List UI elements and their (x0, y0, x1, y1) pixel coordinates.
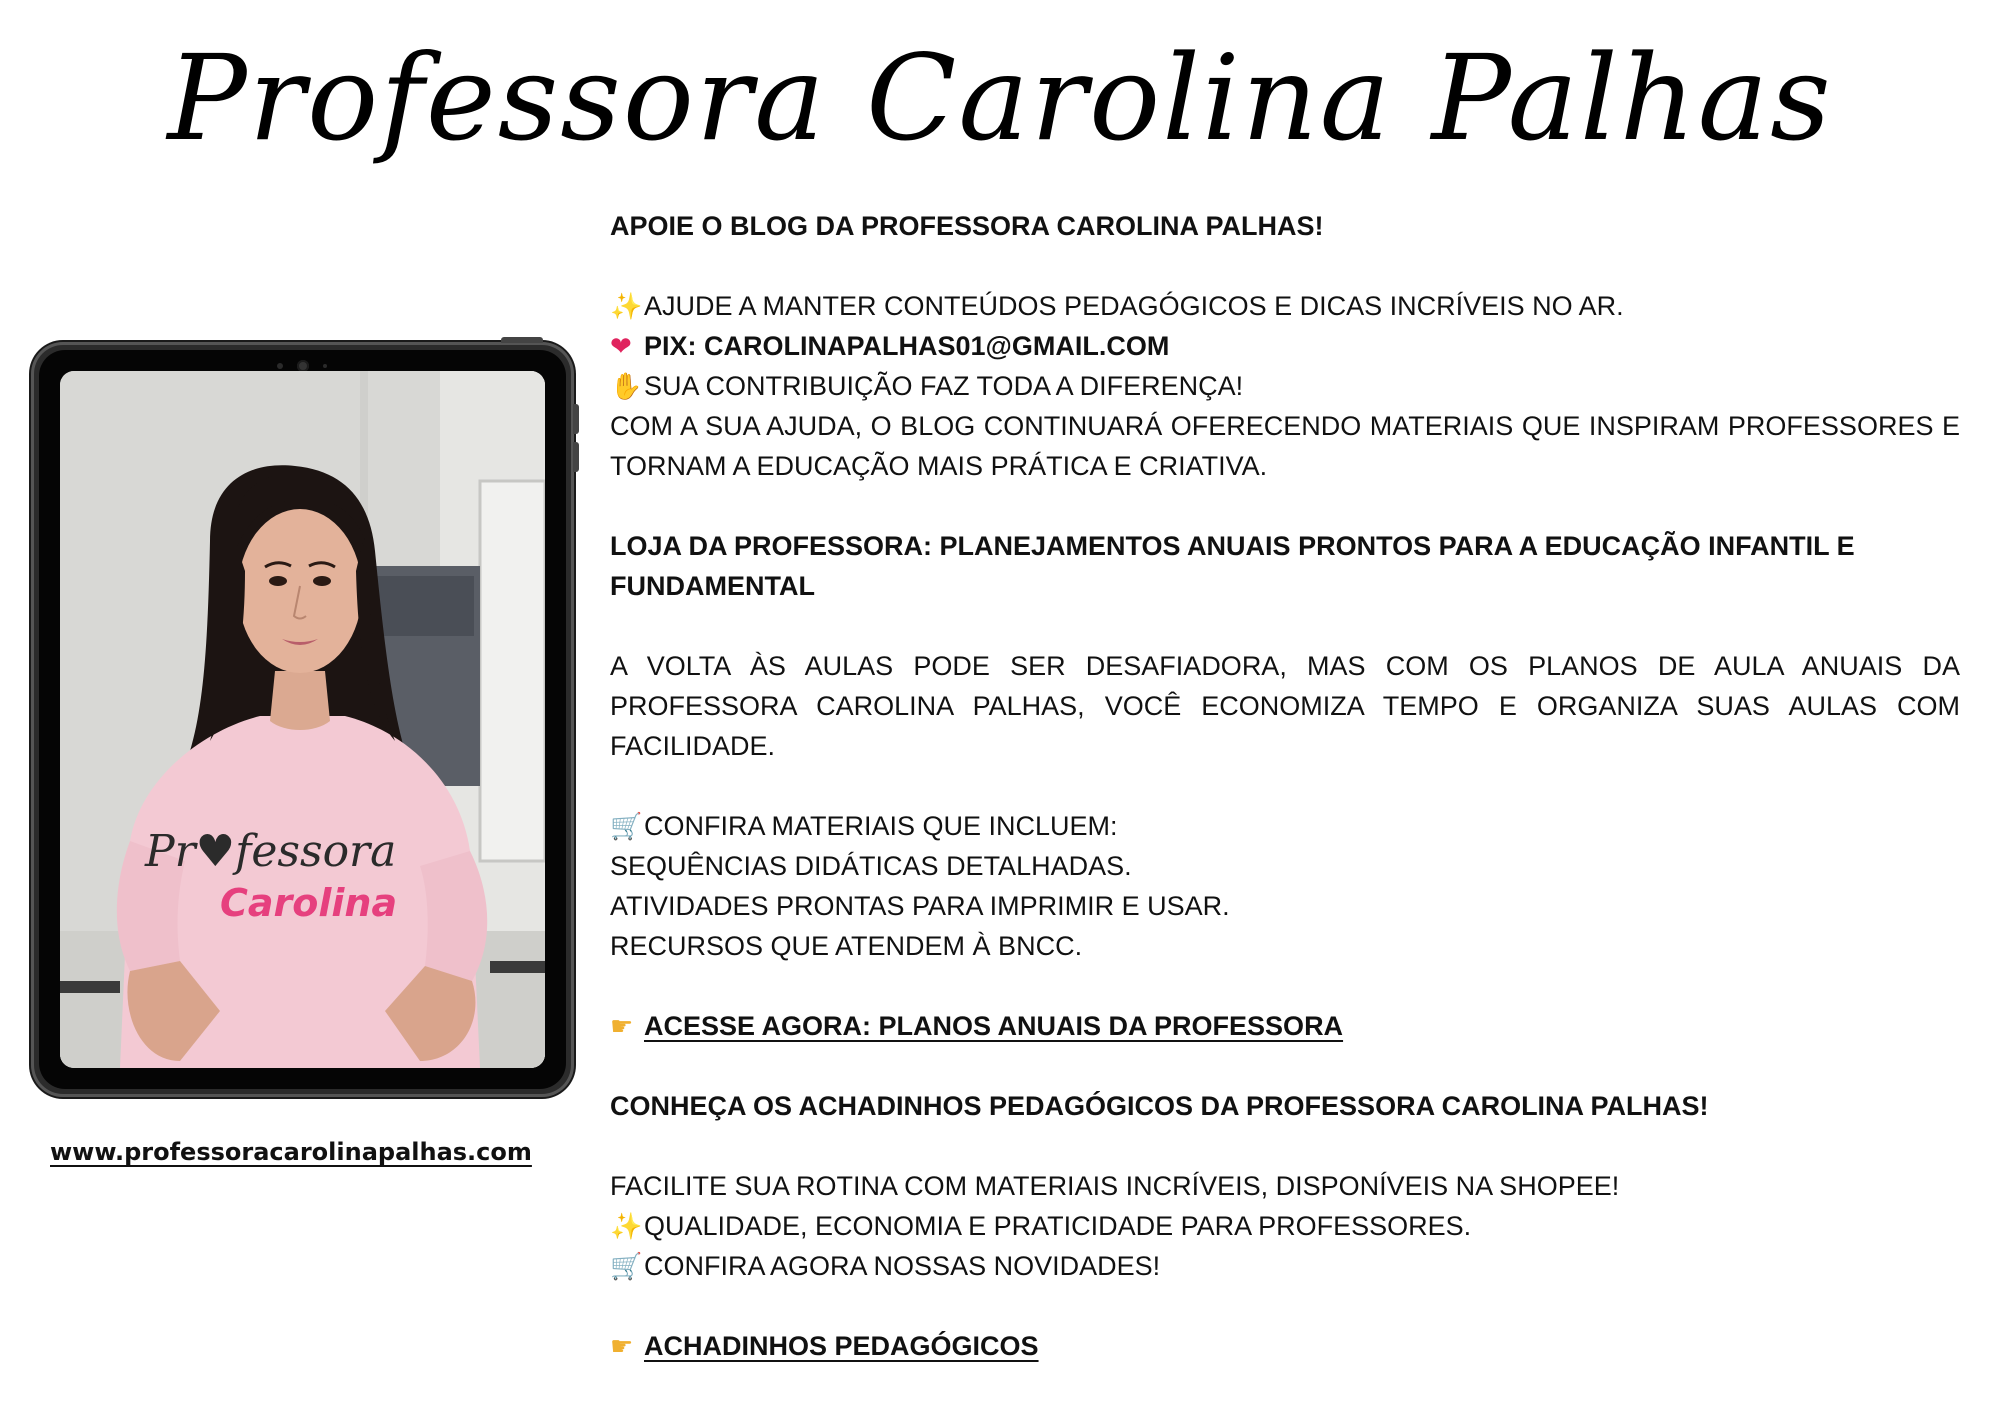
sparkles-icon: ✨ (610, 291, 643, 321)
tablet-volume-down-button (573, 442, 579, 472)
list-item: ATIVIDADES PRONTAS PARA IMPRIMIR E USAR. (610, 891, 1230, 921)
support-heading: APOIE O BLOG DA PROFESSORA CAROLINA PALHAS! (610, 211, 1324, 241)
support-line-1-text: AJUDE A MANTER CONTEÚDOS PEDAGÓGICOS E DICAS INCRÍVEIS NO AR. (644, 291, 1624, 321)
page-title: Professora Carolina Palhas (167, 29, 1833, 167)
sparkles-icon: ✨ (610, 1211, 643, 1241)
finds-line-2 (610, 1206, 1960, 1246)
support-line-2 (610, 326, 1960, 366)
finds-line-1: FACILITE SUA ROTINA COM MATERIAIS INCRÍVEIS, DISPONÍVEIS NA SHOPEE! (610, 1171, 1620, 1201)
profile-photo-illustration (60, 371, 545, 1068)
tablet-sensor (277, 363, 283, 369)
support-line-3-text: SUA CONTRIBUIÇÃO FAZ TODA A DIFERENÇA! (644, 371, 1244, 401)
finds-link[interactable] (610, 1331, 1039, 1361)
finds-heading: CONHEÇA OS ACHADINHOS PEDAGÓGICOS DA PROFESSORA CAROLINA PALHAS! (610, 1091, 1709, 1121)
website-url-link[interactable]: www.professoracarolinapalhas.com (50, 1138, 532, 1166)
store-link-line[interactable] (610, 1006, 1960, 1046)
shopping-cart-icon: 🛒 (610, 1251, 643, 1281)
main-content (610, 206, 1960, 1366)
store-list-intro-text: CONFIRA MATERIAIS QUE INCLUEM: (644, 811, 1118, 841)
store-link-text[interactable]: ACESSE AGORA: PLANOS ANUAIS DA PROFESSORA (644, 1011, 1344, 1041)
pointing-hand-icon: ☛ (610, 1331, 634, 1361)
store-heading: LOJA DA PROFESSORA: PLANEJAMENTOS ANUAIS PRONTOS PARA A EDUCAÇÃO INFANTIL E FUNDAMENTAL (610, 531, 1855, 601)
shopping-cart-icon: 🛒 (610, 811, 643, 841)
store-paragraph: A VOLTA ÀS AULAS PODE SER DESAFIADORA, MAS COM OS PLANOS DE AULA ANUAIS DA PROFESSORA CAROLINA PALHAS, VOCÊ ECONOMIZA TEMPO E ORGANIZA SUAS AULAS COM FACILIDADE. (610, 651, 1960, 761)
list-item: RECURSOS QUE ATENDEM À BNCC. (610, 931, 1083, 961)
pointing-hand-icon: ☛ (610, 1011, 634, 1041)
praying-hands-icon: ✋ (610, 371, 643, 401)
tablet-frame (31, 342, 574, 1097)
finds-link-text[interactable]: ACHADINHOS PEDAGÓGICOS (644, 1331, 1039, 1361)
support-paragraph: COM A SUA AJUDA, O BLOG CONTINUARÁ OFERECENDO MATERIAIS QUE INSPIRAM PROFESSORES E TORNAM A EDUCAÇÃO MAIS PRÁTICA E CRIATIVA. (610, 411, 1960, 481)
tablet-sensor (323, 364, 327, 368)
finds-link-line[interactable] (610, 1326, 1960, 1366)
shirt-print-line2: Carolina (220, 881, 398, 925)
finds-line-3 (610, 1246, 1960, 1286)
tablet-volume-up-button (573, 404, 579, 434)
finds-line-2-text: QUALIDADE, ECONOMIA E PRATICIDADE PARA PROFESSORES. (644, 1211, 1472, 1241)
list-item: SEQUÊNCIAS DIDÁTICAS DETALHADAS. (610, 851, 1132, 881)
support-line-3 (610, 366, 1960, 406)
store-link[interactable] (610, 1011, 1343, 1041)
store-list-intro (610, 806, 1960, 846)
shirt-print-line1: Pr♥fessora (145, 826, 397, 877)
finds-line-3-text: CONFIRA AGORA NOSSAS NOVIDADES! (644, 1251, 1161, 1281)
support-line-1 (610, 286, 1960, 326)
tablet-power-button (501, 337, 543, 343)
profile-photo (60, 371, 545, 1068)
heart-icon: ❤ (610, 331, 632, 361)
pix-email-text: PIX: CAROLINAPALHAS01@GMAIL.COM (644, 331, 1170, 361)
